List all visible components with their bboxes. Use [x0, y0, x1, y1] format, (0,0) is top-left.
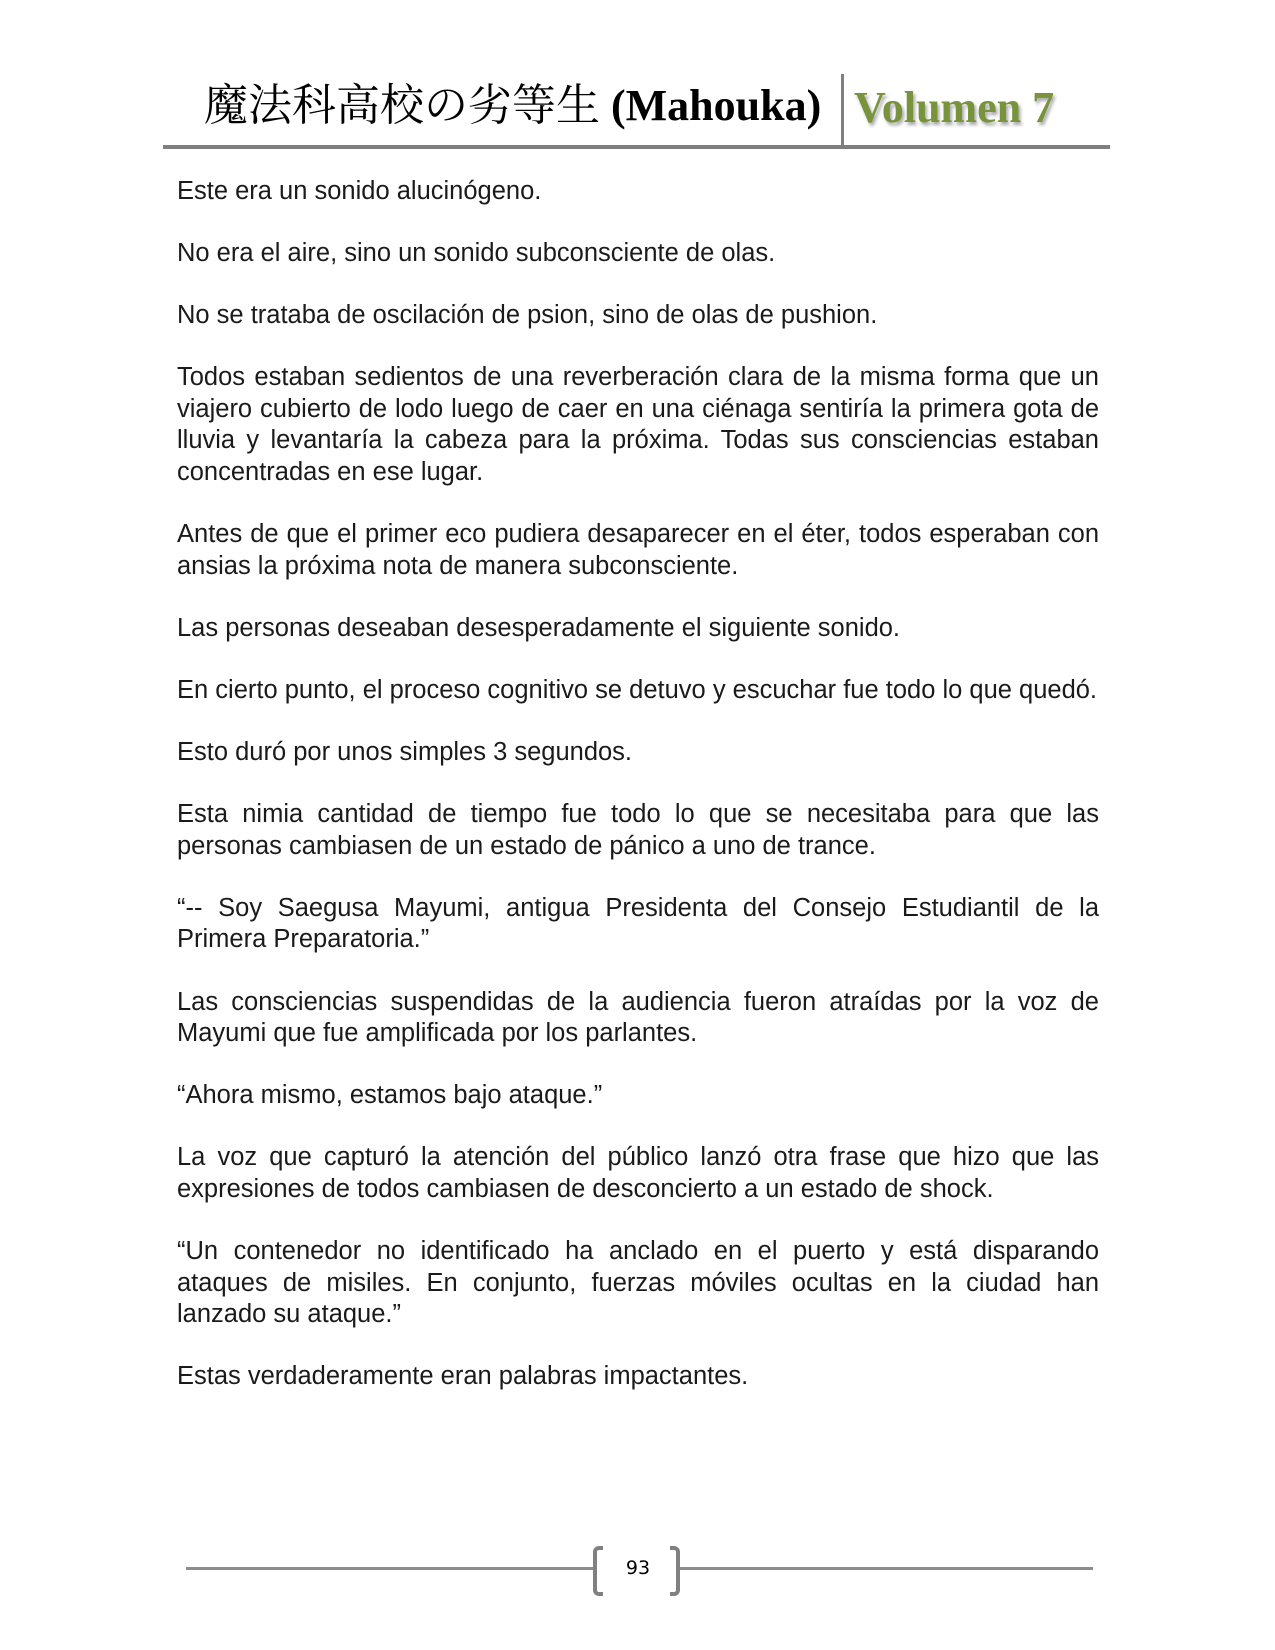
left-bracket-icon [593, 1546, 603, 1596]
right-bracket-icon [670, 1546, 680, 1596]
header-divider [841, 74, 844, 148]
footer-rule-left [186, 1567, 594, 1570]
paragraph: Las consciencias suspendidas de la audiencia fueron atraídas por la voz de Mayumi que fue amplificada por los parlantes. [177, 987, 1099, 1048]
header-rule [163, 145, 1110, 149]
header-title-japanese: 魔法科高校の劣等生 [204, 81, 600, 130]
paragraph: Antes de que el primer eco pudiera desaparecer en el éter, todos esperaban con ansias la próxima nota de manera subconsciente. [177, 520, 1099, 580]
paragraph: “Un contenedor no identificado ha anclado en el puerto y está disparando ataques de misiles. En conjunto, fuerzas móviles ocultas en la ciudad han lanzado su ataque.” [177, 1236, 1099, 1329]
paragraph: Las personas deseaban desesperadamente el siguiente sonido. [177, 613, 901, 642]
paragraph: Esta nimia cantidad de tiempo fue todo lo que se necesitaba para que las personas cambiasen de un estado de pánico a uno de trance. [177, 800, 1099, 860]
paragraph: Este era un sonido alucinógeno. [177, 177, 542, 205]
paragraph: Todos estaban sedientos de una reverberación clara de la misma forma que un viajero cubierto de lodo luego de caer en una ciénaga sentiría la primera gota de lluvia y levantaría la cabeza para la próxima. Todas sus consciencias estaban concentradas en ese lugar. [177, 363, 1099, 487]
body-text [177, 176, 1099, 1423]
header-title-romaji: (Mahouka) [611, 81, 822, 130]
paragraph: Esto duró por unos simples 3 segundos. [177, 738, 633, 767]
page-number: 93 [625, 1557, 651, 1579]
header-title [204, 78, 821, 134]
paragraph: “-- Soy Saegusa Mayumi, antigua Presidenta del Consejo Estudiantil de la Primera Preparatoria.” [177, 893, 1099, 954]
header-volume-label: Volumen 7 [854, 83, 1055, 132]
paragraph: En cierto punto, el proceso cognitivo se detuvo y escuchar fue todo lo que quedó. [177, 675, 1098, 704]
footer-rule-right [680, 1567, 1093, 1570]
paragraph: La voz que capturó la atención del público lanzó otra frase que hizo que las expresiones de todos cambiasen de desconcierto a un estado de shock. [177, 1143, 1099, 1203]
paragraph: No era el aire, sino un sonido subconsciente de olas. [177, 239, 776, 268]
paragraph: Estas verdaderamente eran palabras impactantes. [177, 1362, 749, 1391]
paragraph: No se trataba de oscilación de psion, sino de olas de pushion. [177, 301, 878, 330]
paragraph: “Ahora mismo, estamos bajo ataque.” [177, 1081, 603, 1110]
